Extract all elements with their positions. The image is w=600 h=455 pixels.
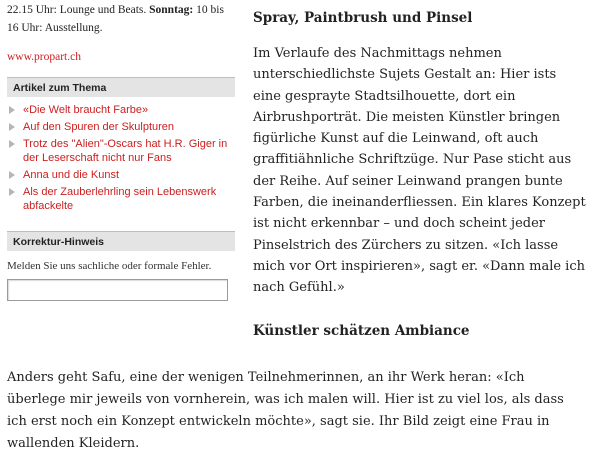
arrow-right-icon (9, 188, 15, 196)
list-item (7, 103, 235, 117)
sidebar (7, 0, 235, 301)
related-article-link[interactable]: Als der Zauberlehrling sein Lebenswerk abfackelte (23, 186, 217, 212)
event-line1-bold: Sonntag: (149, 4, 194, 16)
list-item (7, 185, 235, 213)
list-item (7, 168, 235, 182)
article-paragraph-2: Anders geht Safu, eine der wenigen Teilnehmerinnen, an ihr Werk heran: «Ich überlege mir jeweils von vornherein, was ich malen will. Hier ist zu viel los, als dass ich erst noch ein Konzept entwickeln möchte», sagt sie. Ihr Bild zeigt eine Frau in wallenden Kleidern. (7, 370, 564, 451)
correction-title: Korrektur-Hinweis (7, 231, 235, 251)
propart-website-link[interactable]: www.propart.ch (7, 51, 81, 63)
event-line1-prefix: 22.15 Uhr: Lounge und Beats. (7, 4, 147, 16)
related-articles-title: Artikel zum Thema (7, 77, 235, 97)
correction-box (7, 231, 235, 301)
related-article-link[interactable]: Auf den Spuren der Skulpturen (23, 121, 175, 133)
list-item (7, 120, 235, 134)
related-articles-box (7, 77, 235, 213)
subhead-kuenstler-ambiance: Künstler schätzen Ambiance (253, 323, 470, 339)
list-item (7, 137, 235, 165)
arrow-right-icon (9, 140, 15, 148)
arrow-right-icon (9, 106, 15, 114)
correction-description: Melden Sie uns sachliche oder formale Fehler. (7, 260, 212, 272)
related-articles-list (7, 103, 235, 213)
article-paragraph-1: Im Verlaufe des Nachmittags nehmen unterschiedlichste Sujets Gestalt an: Hier ists eine gesprayte Stadtsilhouette, dort ein Airbrushporträt. Die meisten Künstler bringen figürliche Kunst auf die Leinwand, oft auch graffitiähnliche Schriftzüge. Nur Pase sticht aus der Reihe. Auf seiner Leinwand prangen bunte Farben, die ineinanderfliessen. Ein klares Konzept ist nicht erkennbar – und doch scheint jeder Pinselstrich des Zürchers zu sitzen. «Ich lasse mich vor Ort inspirieren», sagt er. «Dann male ich nach Gefühl.» (253, 46, 586, 296)
article-body (253, 0, 588, 339)
event-line2: 16 Uhr: Ausstellung. (7, 22, 103, 34)
event-line1-suffix: 10 bis (196, 4, 224, 16)
correction-input[interactable] (7, 279, 228, 301)
related-article-link[interactable]: «Die Welt braucht Farbe» (23, 104, 149, 116)
subhead-spray-paintbrush: Spray, Paintbrush und Pinsel (253, 10, 473, 26)
event-schedule (7, 1, 235, 37)
related-article-link[interactable]: Anna und die Kunst (23, 169, 120, 181)
arrow-right-icon (9, 171, 15, 179)
related-article-link[interactable]: Trotz des "Alien"-Oscars hat H.R. Giger in der Leserschaft nicht nur Fans (23, 138, 228, 164)
arrow-right-icon (9, 123, 15, 131)
